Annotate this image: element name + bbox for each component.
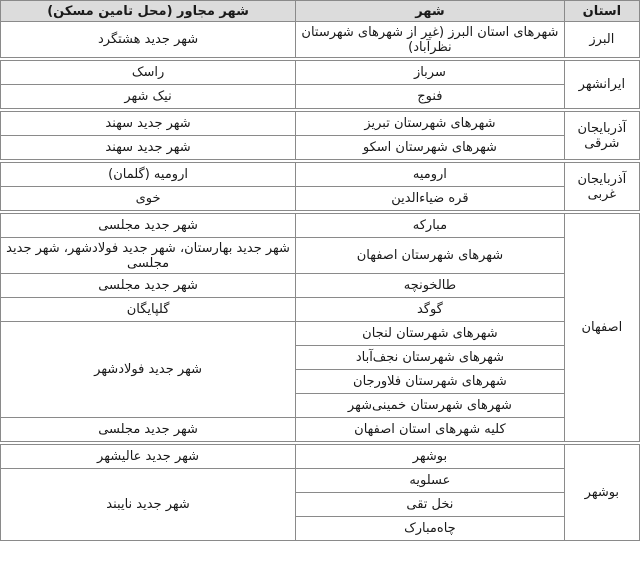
city-cell: شهرهای شهرستان تبریز	[296, 112, 565, 136]
city-cell: ارومیه	[296, 163, 565, 187]
table-body	[1, 22, 640, 541]
nearby-city-cell: شهر جدید سهند	[1, 136, 296, 160]
nearby-city-cell: شهر جدید مجلسی	[1, 274, 296, 298]
nearby-city-cell: شهر جدید مجلسی	[1, 214, 296, 238]
city-cell: شهرهای شهرستان خمینی‌شهر	[296, 394, 565, 418]
nearby-city-cell: نیک شهر	[1, 85, 296, 109]
header-province: استان	[564, 1, 639, 22]
nearby-city-cell: شهر جدید فولادشهر	[1, 322, 296, 418]
header-city: شهر	[296, 1, 565, 22]
table-row	[1, 238, 640, 274]
nearby-city-cell: شهر جدید هشتگرد	[1, 22, 296, 58]
city-cell: مبارکه	[296, 214, 565, 238]
header-row	[1, 1, 640, 22]
table-row	[1, 469, 640, 493]
nearby-city-cell: شهر جدید مجلسی	[1, 418, 296, 442]
table-row	[1, 112, 640, 136]
city-cell: گوگد	[296, 298, 565, 322]
nearby-city-cell: ارومیه (گلمان)	[1, 163, 296, 187]
nearby-city-cell: شهر جدید سهند	[1, 112, 296, 136]
city-cell: نخل تقی	[296, 493, 565, 517]
city-cell: عسلویه	[296, 469, 565, 493]
table-row	[1, 418, 640, 442]
province-cell: آذربایجان غربی	[564, 163, 639, 211]
city-cell: شهرهای شهرستان اصفهان	[296, 238, 565, 274]
table-row	[1, 22, 640, 58]
table-row	[1, 214, 640, 238]
table-row	[1, 136, 640, 160]
province-cell: آذربایجان شرقی	[564, 112, 639, 160]
province-cell: بوشهر	[564, 445, 639, 541]
table-row	[1, 61, 640, 85]
city-cell: قره ضیاءالدین	[296, 187, 565, 211]
table-row	[1, 187, 640, 211]
table-row	[1, 298, 640, 322]
header-nearby-city: شهر مجاور (محل تامین مسکن)	[1, 1, 296, 22]
city-cell: شهرهای استان البرز (غیر از شهرهای شهرستان نظرآباد)	[296, 22, 565, 58]
city-cell: بوشهر	[296, 445, 565, 469]
city-cell: چاه‌مبارک	[296, 517, 565, 541]
province-cell: ایرانشهر	[564, 61, 639, 109]
nearby-city-cell: شهر جدید عالیشهر	[1, 445, 296, 469]
city-cell: طالخونچه	[296, 274, 565, 298]
city-cell: شهرهای شهرستان فلاورجان	[296, 370, 565, 394]
nearby-city-cell: شهر جدید نایبند	[1, 469, 296, 541]
city-cell: کلیه شهرهای استان اصفهان	[296, 418, 565, 442]
city-cell: شهرهای شهرستان نجف‌آباد	[296, 346, 565, 370]
nearby-city-cell: خوی	[1, 187, 296, 211]
nearby-city-cell: راسک	[1, 61, 296, 85]
table-row	[1, 163, 640, 187]
city-cell: فنوج	[296, 85, 565, 109]
table-row	[1, 85, 640, 109]
table-row	[1, 445, 640, 469]
province-cell: البرز	[564, 22, 639, 58]
city-cell: سرباز	[296, 61, 565, 85]
table-row	[1, 322, 640, 346]
province-cell: اصفهان	[564, 214, 639, 442]
city-cell: شهرهای شهرستان لنجان	[296, 322, 565, 346]
nearby-city-cell: شهر جدید بهارستان، شهر جدید فولادشهر، شهر جدید مجلسی	[1, 238, 296, 274]
city-cell: شهرهای شهرستان اسکو	[296, 136, 565, 160]
nearby-city-cell: گلپایگان	[1, 298, 296, 322]
table-row	[1, 274, 640, 298]
